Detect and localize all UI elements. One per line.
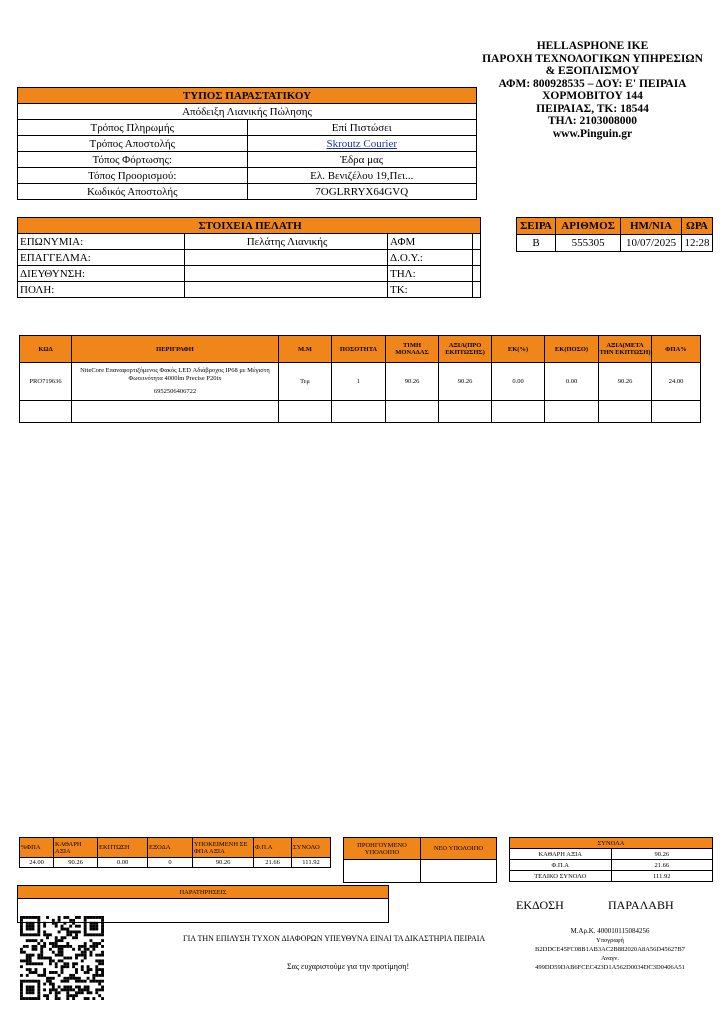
customer-doy-value bbox=[473, 250, 481, 266]
totals-grand-value: 111.92 bbox=[611, 871, 713, 882]
item-code: PRO719636 bbox=[20, 363, 72, 401]
items-table bbox=[19, 335, 701, 423]
col-unit: Μ.Μ bbox=[279, 336, 332, 363]
col-code: ΚΩΔ bbox=[20, 336, 72, 363]
totals-vat-label: Φ.Π.Α bbox=[510, 860, 612, 871]
customer-zip-value bbox=[473, 282, 481, 298]
company-phone: ΤΗΛ: 2103008000 bbox=[547, 115, 638, 127]
time-value: 12:28 bbox=[681, 235, 712, 252]
totals-header: ΣΥΝΟΛΑ bbox=[510, 838, 713, 849]
item-disc-pct: 0.00 bbox=[492, 363, 545, 401]
totals-vat-value: 21.66 bbox=[611, 860, 713, 871]
customer-afm-label: ΑΦΜ bbox=[388, 234, 473, 250]
vat-col-net: ΚΑΘΑΡΗ ΑΞΙΑ bbox=[54, 838, 98, 858]
uid-value: 499DD59DAB6FCEC423D1A562D0034DC3D0406A51 bbox=[535, 964, 685, 971]
item-unit-price: 90.26 bbox=[386, 363, 439, 401]
table-row bbox=[20, 401, 701, 423]
vat-col-discount: ΕΚΠΤΩΣΗ bbox=[98, 838, 148, 858]
loading-label: Τόπος Φόρτωσης: bbox=[18, 152, 248, 168]
vat-net: 90.26 bbox=[54, 858, 98, 868]
customer-profession-value bbox=[185, 250, 388, 266]
payment-label: Τρόπος Πληρωμής bbox=[18, 120, 248, 136]
col-description: ΠΕΡΙΓΡΑΦΗ bbox=[72, 336, 279, 363]
col-vat: ΦΠΑ% bbox=[652, 336, 701, 363]
company-info bbox=[470, 40, 715, 140]
company-tax: ΑΦΜ: 800928535 – ΔΟΥ: Ε' ΠΕΙΡΑΙΑ bbox=[498, 77, 687, 90]
totals-grand-label: ΤΕΛΙΚΟ ΣΥΝΟΛΟ bbox=[510, 871, 612, 882]
company-activity-2: & ΕΞΟΠΛΙΣΜΟΥ bbox=[545, 65, 640, 77]
shipment-code-label: Κωδικός Αποστολής bbox=[18, 184, 248, 200]
item-description: NiteCore Επαναφορτιζόμενος Φακός LED Αδιάβροχος IP68 με Μέγιστη Φωτεινότητα 4000lm Precise P20ix bbox=[80, 367, 270, 382]
col-disc-amt: ΕΚ(ΠΟΣΟ) bbox=[545, 336, 599, 363]
vat-total: 111.92 bbox=[292, 858, 331, 868]
totals-net-value: 90.26 bbox=[611, 849, 713, 860]
issue-signature-label: ΕΚΔΟΣΗ bbox=[516, 898, 564, 912]
doctype-type: Απόδειξη Λιανικής Πώλησης bbox=[18, 104, 477, 120]
item-barcode: 6952506406722 bbox=[153, 388, 197, 395]
col-unit-price: ΤΙΜΗ ΜΟΝΑΔΑΣ bbox=[386, 336, 439, 363]
vat-col-taxable: ΥΠΟΚΕΙΜΕΝΗ ΣΕ ΦΠΑ ΑΞΙΑ bbox=[193, 838, 254, 858]
customer-name-value: Πελάτης Λιανικής bbox=[185, 234, 388, 250]
vat-col-pct: %ΦΠΑ bbox=[20, 838, 54, 858]
signature-value: B2DDCE45FC08B1AB3AC2B882020A8A56D45627B7 bbox=[535, 946, 685, 953]
vat-vat: 21.66 bbox=[254, 858, 292, 868]
number-header: ΑΡΙΘΜΟΣ bbox=[556, 218, 621, 235]
new-balance-header: ΝΕΟ ΥΠΟΛΟΙΠΟ bbox=[421, 838, 497, 860]
company-city: ΠΕΙΡΑΙΑΣ, ΤΚ: 18544 bbox=[536, 102, 649, 115]
customer-city-label: ΠΟΛΗ: bbox=[18, 282, 185, 298]
destination-label: Τόπος Προορισμού: bbox=[18, 168, 248, 184]
balance-table bbox=[343, 837, 497, 883]
customer-profession-label: ΕΠΑΓΓΕΛΜΑ: bbox=[18, 250, 185, 266]
item-qty: 1 bbox=[332, 363, 386, 401]
item-value-after: 90.26 bbox=[599, 363, 652, 401]
col-disc-pct: ΕΚ(%) bbox=[492, 336, 545, 363]
vat-taxable: 90.26 bbox=[193, 858, 254, 868]
shipping-label: Τρόπος Αποστολής bbox=[18, 136, 248, 152]
item-value-before: 90.26 bbox=[439, 363, 492, 401]
col-value-before: ΑΞΙΑ(ΠΡΟ ΕΚΠΤΩΣΗΣ) bbox=[439, 336, 492, 363]
notes-header: ΠΑΡΑΤΗΡΗΣΕΙΣ bbox=[18, 886, 389, 899]
qr-code-icon bbox=[20, 916, 104, 1000]
col-value-after: ΑΞΙΑ(ΜΕΤΑ ΤΗΝ ΕΚΠΤΩΣΗ) bbox=[599, 336, 652, 363]
col-qty: ΠΟΣΟΤΗΤΑ bbox=[332, 336, 386, 363]
customer-name-label: ΕΠΩΝΥΜΙΑ: bbox=[18, 234, 185, 250]
doctype-table bbox=[17, 87, 477, 200]
vat-pct: 24.00 bbox=[20, 858, 54, 868]
thanks-note: Σας ευχαριστούμε για την προτίμηση! bbox=[287, 962, 410, 971]
totals-table bbox=[509, 837, 713, 882]
series-value: Β bbox=[517, 235, 556, 252]
company-website: www.Pinguin.gr bbox=[552, 127, 633, 140]
mark-block bbox=[520, 927, 700, 972]
item-unit: Τεμ bbox=[279, 363, 332, 401]
company-name: HELLASPHONE ΙΚΕ bbox=[536, 40, 649, 52]
date-value: 10/07/2025 bbox=[621, 235, 682, 252]
customer-phone-value bbox=[473, 266, 481, 282]
customer-header: ΣΤΟΙΧΕΙΑ ΠΕΛΑΤΗ bbox=[18, 218, 481, 234]
receive-signature-label: ΠΑΡΑΛΑΒΗ bbox=[608, 898, 674, 912]
customer-zip-label: ΤΚ: bbox=[388, 282, 473, 298]
customer-address-value bbox=[185, 266, 388, 282]
shipping-link[interactable]: Skroutz Courier bbox=[326, 137, 398, 150]
doctype-header: ΤΥΠΟΣ ΠΑΡΑΣΤΑΤΙΚΟΥ bbox=[18, 88, 477, 104]
item-vat: 24.00 bbox=[652, 363, 701, 401]
series-table bbox=[516, 217, 713, 252]
vat-summary-table bbox=[19, 837, 331, 868]
payment-value: Επί Πιστώσει bbox=[247, 120, 477, 136]
series-header: ΣΕΙΡΑ bbox=[517, 218, 556, 235]
table-row bbox=[20, 363, 701, 401]
vat-discount: 0.00 bbox=[98, 858, 148, 868]
customer-doy-label: Δ.Ο.Υ.: bbox=[388, 250, 473, 266]
vat-col-total: ΣΥΝΟΛΟ bbox=[292, 838, 331, 858]
customer-address-label: ΔΙΕΥΘΥΝΣΗ: bbox=[18, 266, 185, 282]
time-header: ΩΡΑ bbox=[681, 218, 712, 235]
customer-phone-label: ΤΗΛ: bbox=[388, 266, 473, 282]
loading-value: Έδρα μας bbox=[247, 152, 477, 168]
signature-label: Υπογραφή bbox=[596, 937, 624, 944]
new-balance-value bbox=[421, 860, 497, 883]
customer-afm-value bbox=[473, 234, 481, 250]
vat-expenses: 0 bbox=[148, 858, 193, 868]
customer-city-value bbox=[185, 282, 388, 298]
company-activity-1: ΠΑΡΟΧΗ ΤΕΧΝΟΛΟΓΙΚΩΝ ΥΠΗΡΕΣΙΩΝ bbox=[482, 52, 703, 65]
jurisdiction-note: ΓΙΑ ΤΗΝ ΕΠΙΛΥΣΗ ΤΥΧΟΝ ΔΙΑΦΟΡΩΝ ΥΠΕΥΘΥΝΑ ΕΙΝΑΙ ΤΑ ΔΙΚΑΣΤΗΡΙΑ ΠΕΙΡΑΙΑ bbox=[183, 934, 486, 943]
uid-label: Αναγν. bbox=[601, 955, 619, 962]
company-address: ΧΟΡΜΟΒΙΤΟΥ 144 bbox=[542, 90, 643, 102]
prev-balance-value bbox=[344, 860, 421, 883]
prev-balance-header: ΠΡΟΗΓΟΥΜΕΝΟ ΥΠΟΛΟΙΠΟ bbox=[344, 838, 421, 860]
vat-col-vat: Φ.Π.Α bbox=[254, 838, 292, 858]
shipment-code-value: 7OGLRRYX64GVQ bbox=[247, 184, 477, 200]
mark-number: Μ.Αρ.Κ. 400010115084256 bbox=[570, 927, 650, 935]
destination-value: Ελ. Βενιζέλου 19,Πει... bbox=[247, 168, 477, 184]
number-value: 555305 bbox=[556, 235, 621, 252]
vat-col-expenses: ΕΞΟΔΑ bbox=[148, 838, 193, 858]
totals-net-label: ΚΑΘΑΡΗ ΑΞΙΑ bbox=[510, 849, 612, 860]
customer-table bbox=[17, 217, 481, 298]
item-disc-amt: 0.00 bbox=[545, 363, 599, 401]
date-header: ΗΜ/ΝΙΑ bbox=[621, 218, 682, 235]
